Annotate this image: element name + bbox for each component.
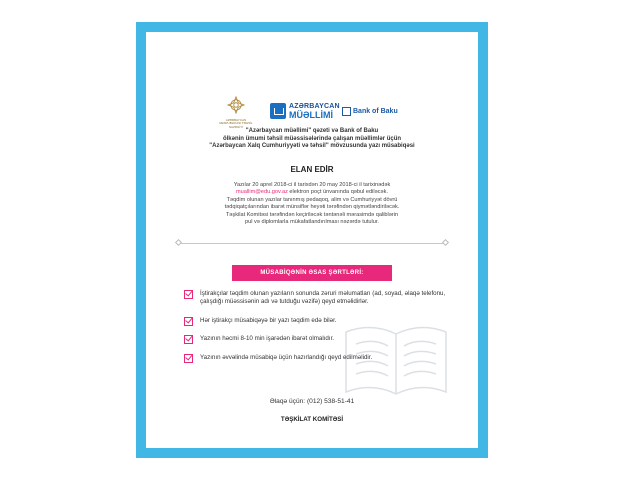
description-line: Təşkilat Komitəsi tərəfindən keçiriləcək təntənəli mərasimdə qaliblərin (225, 211, 399, 218)
intro-text (166, 128, 458, 151)
condition-text: Hər iştirakçı müsabiqəyə bir yazı təqdim edə bilər. (200, 316, 337, 324)
diamond-icon (175, 239, 182, 246)
condition-text: Yazının həcmi 8-10 min işarədən ibarət olmalıdır. (200, 335, 335, 343)
intro-line: "Azərbaycan Xalq Cumhuriyyəti və təhsil" mövzusunda yazı müsabiqəsi (209, 143, 415, 150)
checkbox-checked-icon (184, 335, 193, 344)
description-line: pul və diplomlarla mükafatlandırılması nəzərdə tutulur. (244, 219, 379, 226)
bank-logo-text: Bank of Baku (353, 107, 398, 115)
intro-line: ölkənin ümumi təhsil müəssisələrində çalışan müəllimlər üçün (222, 135, 402, 142)
condition-text: Yazının əvvəlində müsabiqə üçün hazırlandığı qeyd edilməlidir. (200, 353, 373, 361)
logo-title-line2: MÜƏLLİMİ (289, 110, 334, 120)
checkbox-checked-icon (184, 290, 193, 299)
poster-paper (146, 32, 478, 448)
condition-text: İştirakçılar təqdim olunan yazıların sonunda zəruri məlumatları (ad, soyad, əlaqə telefonu, çalışdığı müəssisənin adı və tutduğu vəzifə) qeyd etməlidirlər. (200, 290, 446, 306)
ministry-logo-text: AZƏRBAYCAN RESPUBLİKASI TƏHSİL NAZİRLİYİ (219, 118, 253, 129)
description-text (172, 182, 452, 226)
book-icon (270, 103, 286, 119)
ornament-divider (176, 240, 448, 246)
azerbaycan-muellimi-logo (270, 100, 340, 122)
bank-square-icon (342, 107, 351, 116)
condition-item (184, 317, 454, 325)
checkbox-checked-icon (184, 317, 193, 326)
logo-row (146, 96, 478, 129)
poster-frame (136, 22, 488, 458)
ministry-logo (218, 96, 254, 129)
star-ornament-icon (227, 96, 245, 114)
intro-line: "Azərbaycan müəllimi" qəzeti və Bank of Baku (245, 128, 379, 134)
description-line: Təqdim olunan yazılar tanınmış pedaqoq, alim və Cumhuriyyət dövrü (226, 196, 398, 203)
condition-item (184, 335, 454, 343)
organizing-committee: TƏŞKİLAT KOMİTƏSİ (280, 416, 344, 423)
bank-of-baku-logo (342, 104, 398, 118)
email-link[interactable]: muallim@edu.gov.az (235, 189, 288, 196)
diamond-icon (442, 239, 449, 246)
description-line: Yazılar 20 aprel 2018-ci il tarixdən 20 may 2018-ci il tarixinədək (233, 182, 391, 188)
condition-item (184, 354, 454, 362)
checkbox-checked-icon (184, 354, 193, 363)
description-line: tədqiqatçılarından ibarət münsiflər heyəti tərəfindən qiymətləndiriləcək. (224, 204, 400, 211)
description-line: elektron poçt ünvanında qəbul ediləcək. (287, 189, 389, 196)
conditions-banner: MÜSABİQƏNİN ƏSAS ŞƏRTLƏRİ: (232, 265, 392, 281)
conditions-list (184, 290, 454, 372)
logo-title-line1: AZƏRBAYCAN (289, 103, 340, 110)
contact-phone: Əlaqə üçün: (012) 538-51-41 (269, 398, 355, 405)
condition-item (184, 290, 454, 307)
announcement-heading: ELAN EDİR (290, 165, 334, 174)
